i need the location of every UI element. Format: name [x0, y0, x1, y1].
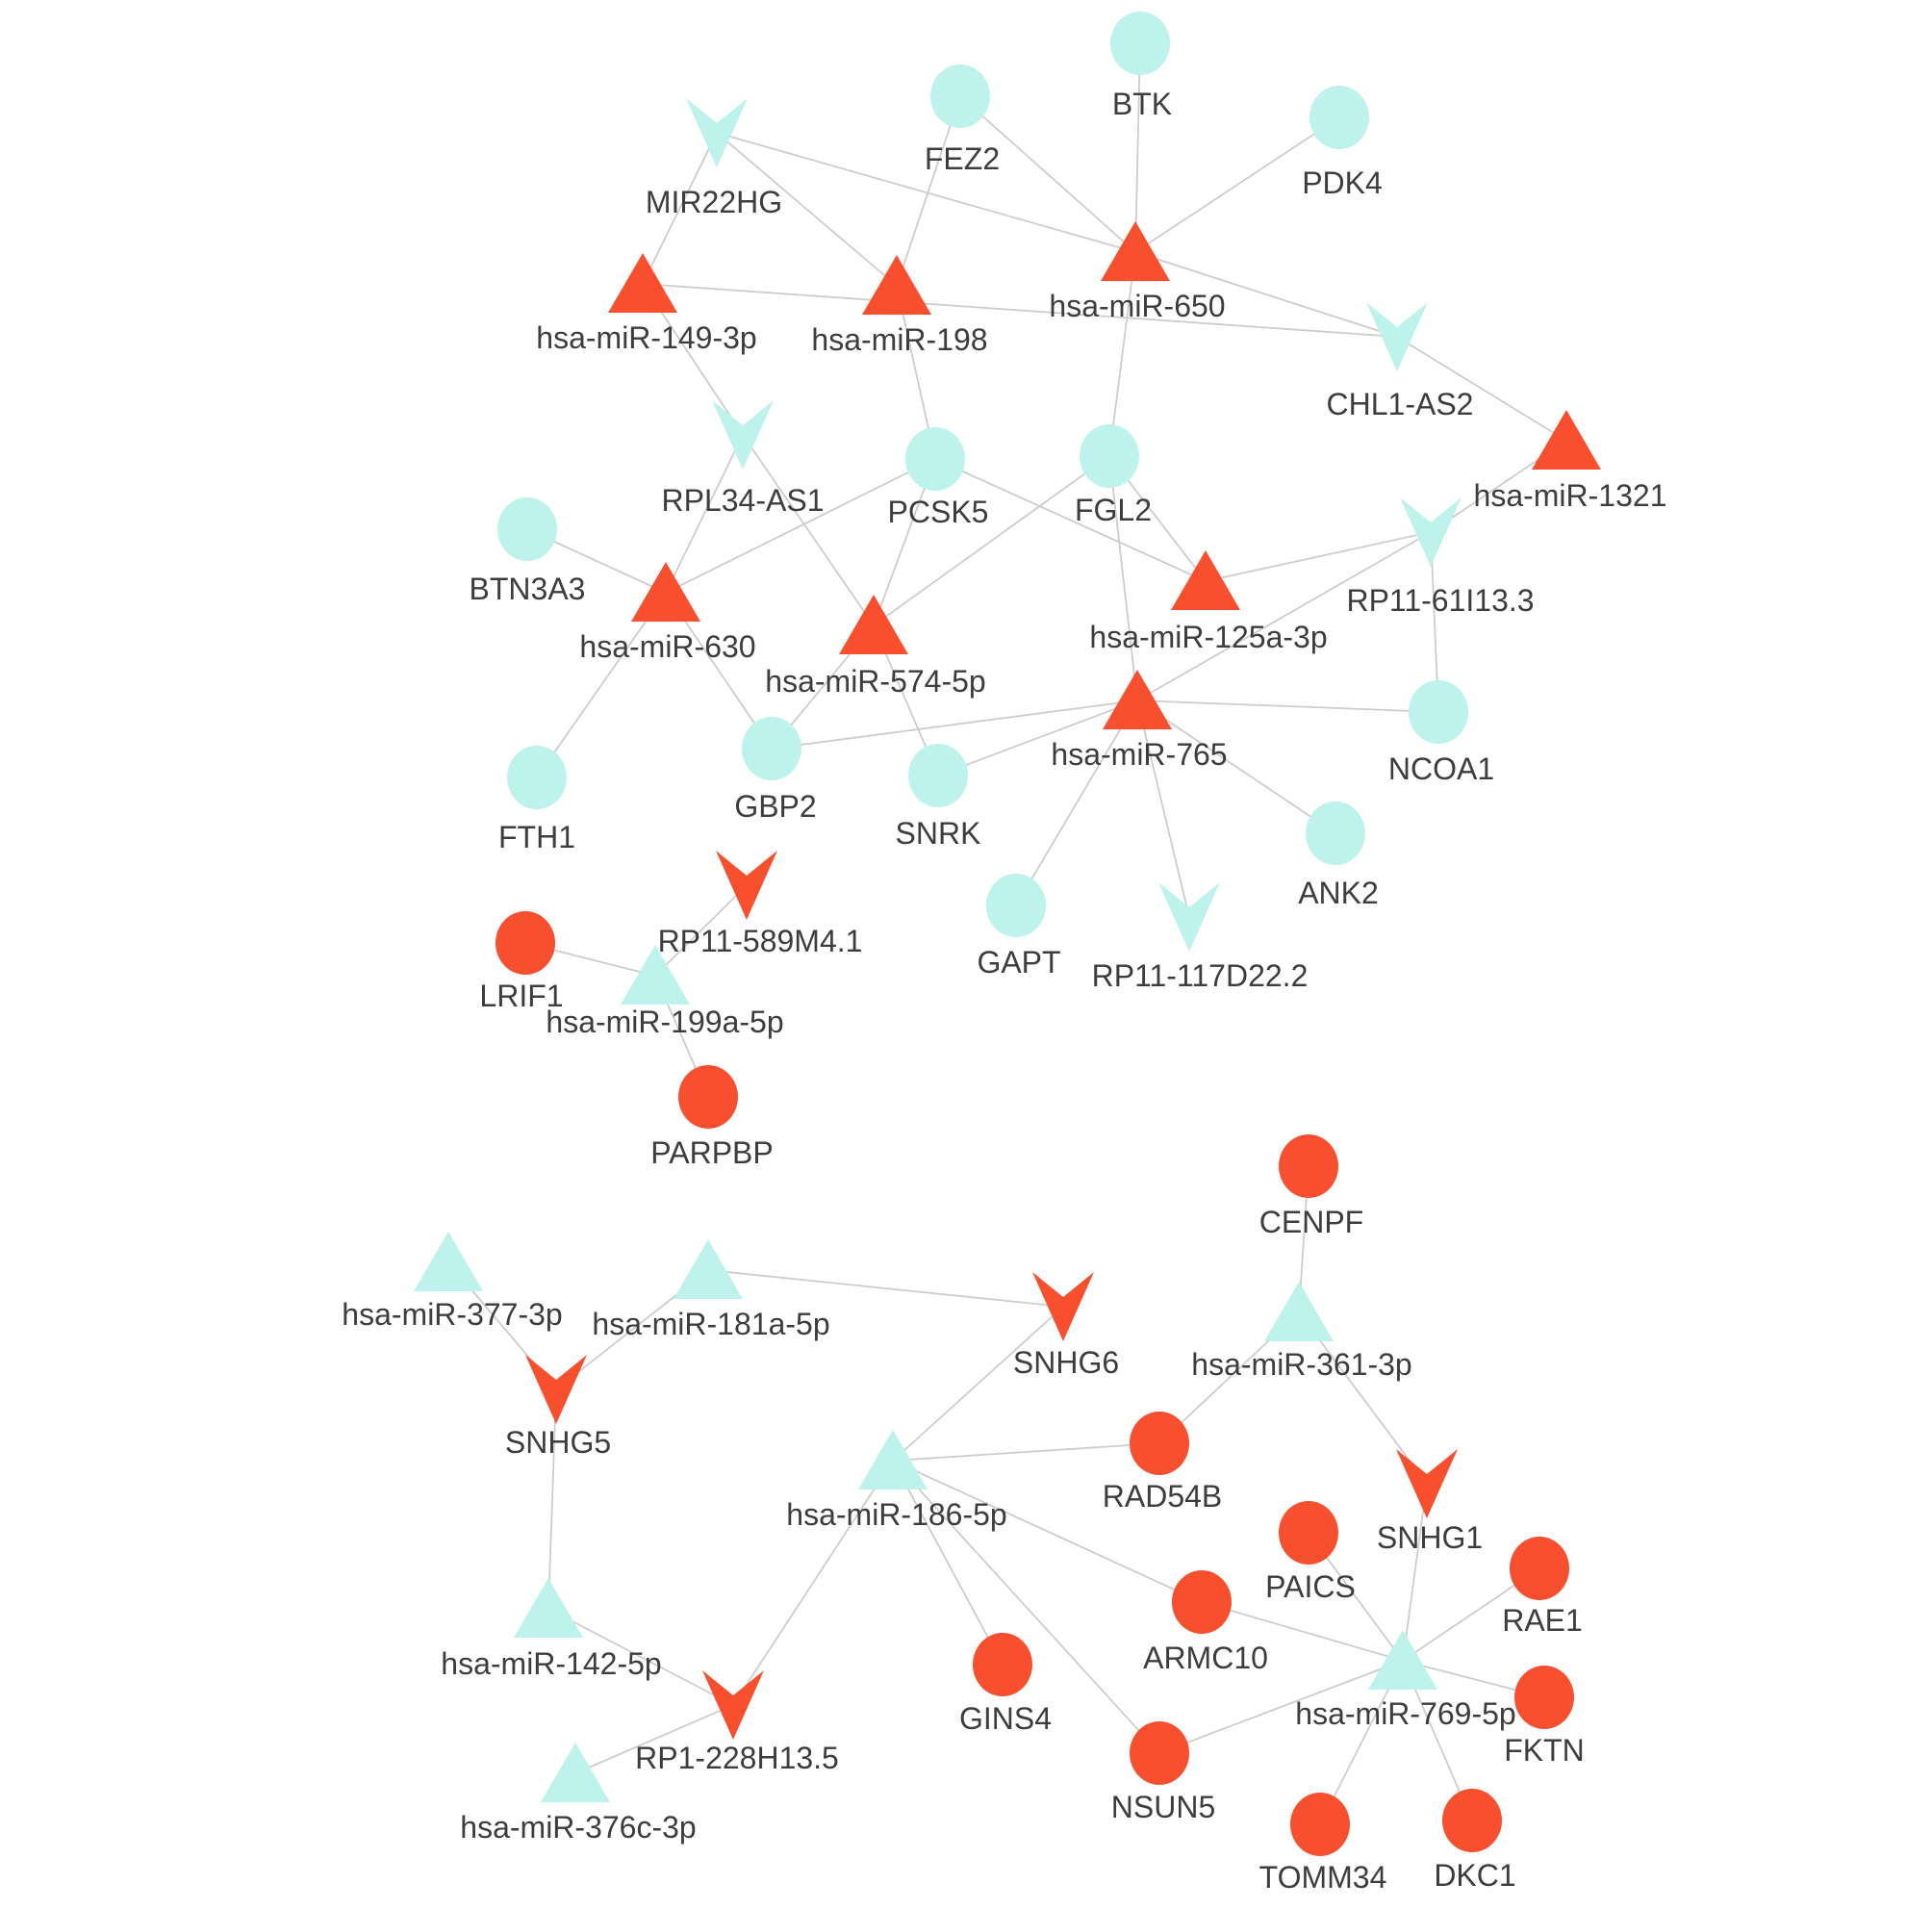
- label-CENPF: CENPF: [1258, 1205, 1364, 1239]
- node-hsa-miR-574-5p: [839, 595, 908, 654]
- edge-hsa-miR-574-5p--RPL34-AS1: [743, 435, 874, 625]
- label-RP11-117D22.2: RP11-117D22.2: [1091, 958, 1309, 993]
- triangle-glyph-hsa-miR-377-3p: [414, 1232, 483, 1291]
- circle-glyph-BTK: [1110, 12, 1170, 75]
- label-hsa-miR-650: hsa-miR-650: [1049, 289, 1226, 323]
- label-ARMC10: ARMC10: [1143, 1641, 1268, 1675]
- label-PARPBP: PARPBP: [650, 1135, 774, 1170]
- node-BTK: [1110, 12, 1170, 75]
- node-BTN3A3: [497, 497, 557, 561]
- triangle-glyph-hsa-miR-769-5p: [1368, 1630, 1437, 1690]
- label-CHL1-AS2: CHL1-AS2: [1326, 387, 1474, 421]
- node-FEZ2: [930, 64, 990, 128]
- node-hsa-miR-377-3p: [414, 1232, 483, 1291]
- circle-glyph-NSUN5: [1130, 1721, 1189, 1785]
- circle-glyph-RAD54B: [1130, 1412, 1189, 1475]
- label-FKTN: FKTN: [1504, 1733, 1585, 1768]
- node-hsa-miR-181a-5p: [674, 1239, 743, 1299]
- label-PCSK5: PCSK5: [887, 495, 989, 529]
- circle-glyph-FGL2: [1080, 424, 1139, 488]
- node-SNHG1: [1396, 1449, 1458, 1518]
- triangle-glyph-hsa-miR-149-3p: [608, 253, 677, 313]
- label-SNHG1: SNHG1: [1376, 1520, 1484, 1555]
- circle-glyph-DKC1: [1442, 1789, 1502, 1852]
- label-hsa-miR-198: hsa-miR-198: [811, 322, 988, 357]
- node-CENPF: [1279, 1134, 1338, 1198]
- triangle-glyph-hsa-miR-376c-3p: [541, 1743, 610, 1802]
- label-LRIF1: LRIF1: [479, 979, 564, 1013]
- node-SNRK: [908, 744, 968, 807]
- circle-glyph-FTH1: [507, 746, 567, 809]
- node-TOMM34: [1290, 1793, 1350, 1856]
- node-hsa-miR-361-3p: [1264, 1282, 1334, 1341]
- node-RAD54B: [1130, 1412, 1189, 1475]
- node-hsa-miR-630: [631, 562, 700, 622]
- label-MIR22HG: MIR22HG: [645, 185, 783, 219]
- node-FKTN: [1514, 1666, 1574, 1729]
- triangle-glyph-hsa-miR-1321: [1532, 410, 1601, 470]
- label-GBP2: GBP2: [734, 789, 817, 824]
- label-RAE1: RAE1: [1502, 1603, 1583, 1638]
- label-BTN3A3: BTN3A3: [469, 572, 586, 606]
- triangle-glyph-hsa-miR-198: [862, 255, 931, 315]
- label-TOMM34: TOMM34: [1258, 1860, 1387, 1895]
- label-RAD54B: RAD54B: [1102, 1479, 1223, 1514]
- node-PDK4: [1309, 86, 1369, 149]
- edge-hsa-miR-765--RP11-117D22.2: [1137, 700, 1189, 917]
- edge-hsa-miR-186-5p--SNHG6: [893, 1307, 1063, 1461]
- triangle-glyph-hsa-miR-361-3p: [1264, 1282, 1334, 1341]
- triangle-glyph-hsa-miR-574-5p: [839, 595, 908, 654]
- node-PARPBP: [678, 1065, 738, 1129]
- label-GAPT: GAPT: [977, 945, 1061, 980]
- triangle-glyph-hsa-miR-630: [631, 562, 700, 622]
- node-RP11-117D22.2: [1158, 882, 1220, 952]
- node-RAE1: [1510, 1537, 1569, 1600]
- circle-glyph-SNRK: [908, 744, 968, 807]
- node-MIR22HG: [686, 98, 748, 167]
- circle-glyph-PDK4: [1309, 86, 1369, 149]
- label-NCOA1: NCOA1: [1387, 751, 1495, 786]
- node-hsa-miR-765: [1103, 670, 1172, 729]
- node-ANK2: [1306, 802, 1365, 865]
- edge-hsa-miR-765--NCOA1: [1137, 700, 1438, 712]
- label-DKC1: DKC1: [1434, 1858, 1516, 1893]
- label-NSUN5: NSUN5: [1110, 1790, 1216, 1824]
- triangle-glyph-hsa-miR-142-5p: [514, 1578, 583, 1638]
- label-GINS4: GINS4: [958, 1701, 1053, 1736]
- label-hsa-miR-125a-3p: hsa-miR-125a-3p: [1089, 620, 1328, 654]
- label-RP1-228H13.5: RP1-228H13.5: [635, 1741, 839, 1775]
- edge-hsa-miR-181a-5p--SNHG6: [708, 1270, 1063, 1307]
- label-FTH1: FTH1: [498, 820, 575, 854]
- edge-hsa-miR-574-5p--FGL2: [874, 456, 1109, 625]
- circle-glyph-BTN3A3: [497, 497, 557, 561]
- triangle-glyph-hsa-miR-181a-5p: [674, 1239, 743, 1299]
- triangle-glyph-hsa-miR-765: [1103, 670, 1172, 729]
- edge-hsa-miR-769-5p--SNHG1: [1403, 1484, 1427, 1661]
- label-hsa-miR-361-3p: hsa-miR-361-3p: [1191, 1347, 1412, 1382]
- node-PAICS: [1279, 1501, 1338, 1565]
- label-RP11-61I13.3: RP11-61I13.3: [1346, 583, 1535, 618]
- node-NCOA1: [1409, 680, 1468, 744]
- circle-glyph-FKTN: [1514, 1666, 1574, 1729]
- node-FTH1: [507, 746, 567, 809]
- v-glyph-SNHG6: [1032, 1272, 1094, 1341]
- node-RP1-228H13.5: [702, 1670, 764, 1740]
- label-BTK: BTK: [1111, 87, 1173, 121]
- v-glyph-RP1-228H13.5: [702, 1670, 764, 1740]
- label-hsa-miR-186-5p: hsa-miR-186-5p: [786, 1497, 1007, 1532]
- label-PDK4: PDK4: [1302, 165, 1383, 200]
- v-glyph-MIR22HG: [686, 98, 748, 167]
- node-GINS4: [973, 1633, 1032, 1696]
- label-SNRK: SNRK: [895, 816, 981, 851]
- label-hsa-miR-142-5p: hsa-miR-142-5p: [441, 1646, 662, 1681]
- circle-glyph-RAE1: [1510, 1537, 1569, 1600]
- circle-glyph-PARPBP: [678, 1065, 738, 1129]
- node-RPL34-AS1: [712, 400, 774, 470]
- node-hsa-miR-142-5p: [514, 1578, 583, 1638]
- label-hsa-miR-149-3p: hsa-miR-149-3p: [536, 320, 757, 355]
- edge-hsa-miR-765--GAPT: [1016, 700, 1137, 905]
- circle-glyph-GBP2: [742, 717, 801, 780]
- node-hsa-miR-1321: [1532, 410, 1601, 470]
- node-SNHG5: [525, 1355, 587, 1424]
- circle-glyph-NCOA1: [1409, 680, 1468, 744]
- v-glyph-RP11-61I13.3: [1400, 497, 1462, 567]
- node-hsa-miR-376c-3p: [541, 1743, 610, 1802]
- edge-hsa-miR-142-5p--SNHG5: [548, 1389, 556, 1609]
- nodes-layer: [414, 12, 1601, 1856]
- node-PCSK5: [905, 427, 965, 491]
- node-FGL2: [1080, 424, 1139, 488]
- label-hsa-miR-1321: hsa-miR-1321: [1473, 478, 1667, 513]
- v-glyph-RP11-589M4.1: [716, 851, 777, 920]
- node-DKC1: [1442, 1789, 1502, 1852]
- label-PAICS: PAICS: [1265, 1569, 1356, 1604]
- circle-glyph-GINS4: [973, 1633, 1032, 1696]
- circle-glyph-CENPF: [1279, 1134, 1338, 1198]
- label-SNHG5: SNHG5: [504, 1425, 612, 1460]
- node-hsa-miR-125a-3p: [1171, 550, 1240, 610]
- node-ARMC10: [1172, 1570, 1232, 1634]
- v-glyph-SNHG1: [1396, 1449, 1458, 1518]
- circle-glyph-PCSK5: [905, 427, 965, 491]
- label-RPL34-AS1: RPL34-AS1: [661, 483, 825, 518]
- circle-glyph-ANK2: [1306, 802, 1365, 865]
- node-LRIF1: [496, 911, 555, 975]
- circle-glyph-LRIF1: [496, 911, 555, 975]
- circle-glyph-TOMM34: [1290, 1793, 1350, 1856]
- circle-glyph-PAICS: [1279, 1501, 1338, 1565]
- label-FGL2: FGL2: [1074, 493, 1153, 527]
- circle-glyph-FEZ2: [930, 64, 990, 128]
- node-CHL1-AS2: [1366, 302, 1428, 371]
- label-hsa-miR-181a-5p: hsa-miR-181a-5p: [592, 1307, 830, 1341]
- node-hsa-miR-149-3p: [608, 253, 677, 313]
- node-SNHG6: [1032, 1272, 1094, 1341]
- label-RP11-589M4.1: RP11-589M4.1: [657, 924, 863, 958]
- label-SNHG6: SNHG6: [1012, 1345, 1120, 1380]
- node-GAPT: [986, 874, 1046, 937]
- label-FEZ2: FEZ2: [924, 141, 1001, 176]
- edge-hsa-miR-186-5p--RAD54B: [893, 1443, 1159, 1461]
- node-RP11-61I13.3: [1400, 497, 1462, 567]
- node-GBP2: [742, 717, 801, 780]
- circle-glyph-ARMC10: [1172, 1570, 1232, 1634]
- v-glyph-CHL1-AS2: [1366, 302, 1428, 371]
- triangle-glyph-hsa-miR-125a-3p: [1171, 550, 1240, 610]
- v-glyph-RPL34-AS1: [712, 400, 774, 470]
- node-RP11-589M4.1: [716, 851, 777, 920]
- node-hsa-miR-769-5p: [1368, 1630, 1437, 1690]
- label-hsa-miR-376c-3p: hsa-miR-376c-3p: [460, 1810, 697, 1845]
- label-hsa-miR-765: hsa-miR-765: [1051, 737, 1228, 772]
- label-ANK2: ANK2: [1298, 876, 1379, 910]
- v-glyph-RP11-117D22.2: [1158, 882, 1220, 952]
- circle-glyph-GAPT: [986, 874, 1046, 937]
- label-hsa-miR-574-5p: hsa-miR-574-5p: [765, 664, 986, 699]
- node-hsa-miR-198: [862, 255, 931, 315]
- label-hsa-miR-377-3p: hsa-miR-377-3p: [342, 1297, 563, 1332]
- label-hsa-miR-199a-5p: hsa-miR-199a-5p: [546, 1005, 784, 1039]
- label-hsa-miR-630: hsa-miR-630: [579, 629, 756, 664]
- label-hsa-miR-769-5p: hsa-miR-769-5p: [1295, 1696, 1516, 1731]
- node-NSUN5: [1130, 1721, 1189, 1785]
- v-glyph-SNHG5: [525, 1355, 587, 1424]
- edge-hsa-miR-125a-3p--RP11-61I13.3: [1206, 532, 1431, 581]
